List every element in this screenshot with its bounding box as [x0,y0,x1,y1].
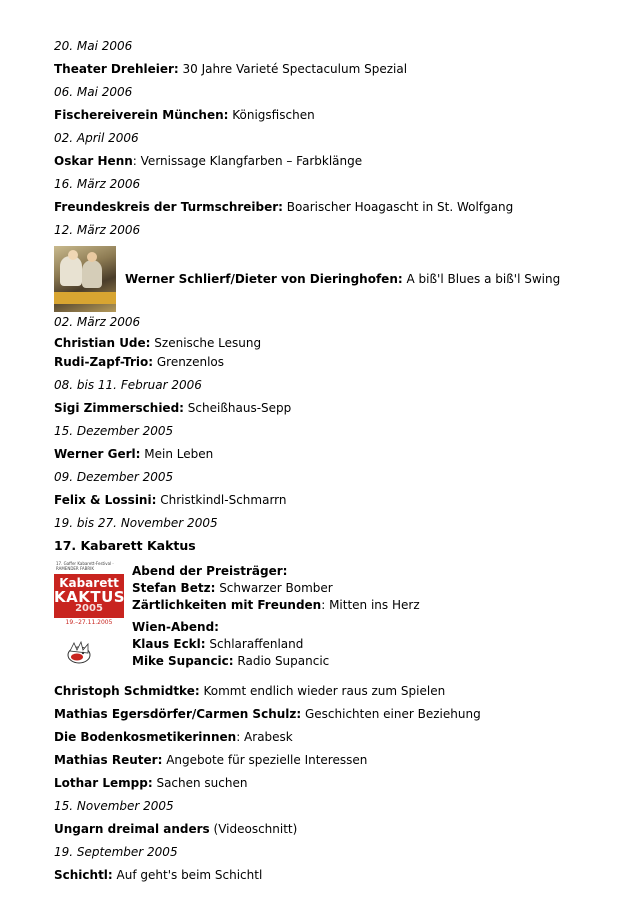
event-date: 02. März 2006 [54,315,141,329]
event-entry [54,335,614,352]
event-entry [132,636,420,653]
performer-name: Sigi Zimmerschied: [54,401,184,415]
performer-name: Stefan Betz: [132,581,216,595]
event-date: 08. bis 11. Februar 2006 [54,378,202,392]
event-title: Schwarzer Bomber [215,581,333,595]
performer-name: Fischereiverein München: [54,108,229,122]
event-title: : Mitten ins Herz [321,598,420,612]
event-date: 15. November 2005 [54,799,174,813]
performer-name: Schichtl: [54,868,113,882]
event-entry [54,444,614,467]
event-title: Scheißhaus-Sepp [183,401,292,415]
event-date: 15. Dezember 2005 [54,424,174,438]
event-title: Szenische Lesung [150,336,262,350]
event-title: Boarischer Hoagascht in St. Wolfgang [282,200,514,214]
performer-name: Rudi-Zapf-Trio: [54,355,154,369]
performer-name: Mathias Egersdörfer/Carmen Schulz: [54,707,302,721]
kabarett-kaktus-logo: 17. Gaffer Kabarett-Festival · RAMENDER FABRIK Kabarett KAKTUS 2005 19.–27.11.2005 [54,561,126,677]
performer-name: Mike Supancic: [132,654,234,668]
event-entry [54,865,614,888]
performer-photo [54,246,116,312]
event-title: : Arabesk [236,730,293,744]
event-date: 20. Mai 2006 [54,39,133,53]
event-title: Christkindl-Schmarrn [156,493,287,507]
event-date: 16. März 2006 [54,177,141,191]
performer-name: Ungarn dreimal anders [54,822,210,836]
event-entry [54,59,614,82]
performer-name: Felix & Lossini: [54,493,157,507]
event-entry [54,681,614,704]
event-title: Auf geht's beim Schichtl [112,868,263,882]
event-title: : Vernissage Klangfarben – Farbklänge [132,154,363,168]
event-entry [132,653,420,670]
event-title: (Videoschnitt) [209,822,298,836]
event-title: Kommt endlich wieder raus zum Spielen [199,684,446,698]
event-entry [54,773,614,796]
event-date: 19. bis 27. November 2005 [54,516,218,530]
event-date: 12. März 2006 [54,223,141,237]
event-title: Radio Supancic [233,654,330,668]
event-title: Grenzenlos [153,355,225,369]
event-entry-with-photo [54,244,614,314]
event-date: 06. Mai 2006 [54,85,133,99]
event-entry [54,727,614,750]
event-list [54,36,614,888]
event-entry [54,704,614,727]
program-group-label: Abend der Preisträger: [132,564,288,578]
performer-name: Lothar Lempp: [54,776,153,790]
event-entry [54,352,614,375]
performer-name: Freundeskreis der Turmschreiber: [54,200,283,214]
event-title: Königsfischen [228,108,315,122]
event-entry [54,151,614,174]
event-date: 19. September 2005 [54,845,178,859]
festival-heading: 17. Kabarett Kaktus [54,538,196,553]
event-entry [54,197,614,220]
event-entry [54,490,614,513]
event-title: 30 Jahre Varieté Spectaculum Spezial [178,62,408,76]
event-entry [54,398,614,421]
event-title: Geschichten einer Beziehung [301,707,481,721]
event-title: Schlaraffenland [205,637,304,651]
event-entry [54,750,614,773]
event-entry [54,105,614,128]
program-group-label: Wien-Abend: [132,620,219,634]
event-title: Mein Leben [140,447,214,461]
cactus-figure-icon [64,637,94,667]
performer-name: Klaus Eckl: [132,637,206,651]
performer-name: Werner Schlierf/Dieter von Dieringhofen: [125,272,403,286]
event-entry [132,597,420,614]
performer-name: Die Bodenkosmetikerinnen [54,730,237,744]
performer-name: Oskar Henn [54,154,133,168]
event-title: A biß'l Blues a biß'l Swing [402,272,561,286]
event-date: 09. Dezember 2005 [54,470,174,484]
event-title: Angebote für spezielle Interessen [162,753,368,767]
performer-name: Christoph Schmidtke: [54,684,200,698]
event-entry [132,580,420,597]
performer-name: Zärtlichkeiten mit Freunden [132,598,322,612]
performer-name: Christian Ude: [54,336,151,350]
event-entry [54,819,614,842]
performer-name: Werner Gerl: [54,447,141,461]
performer-name: Theater Drehleier: [54,62,179,76]
event-date: 02. April 2006 [54,131,139,145]
performer-name: Mathias Reuter: [54,753,163,767]
festival-block [54,561,614,677]
event-title: Sachen suchen [152,776,248,790]
festival-program [132,561,420,677]
